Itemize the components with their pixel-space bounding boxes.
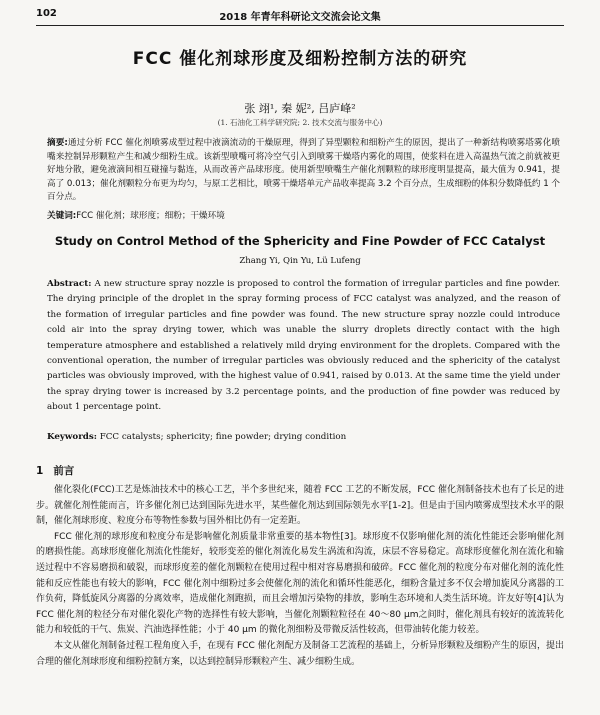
abstract-english — [47, 277, 560, 416]
page-number: 102 — [36, 8, 57, 19]
abstract-english-text: A new structure spray nozzle is proposed to control the formation of irregular particles and fine powder. The drying principle of the droplet in the spray forming process of FCC catalyst was analyzed, and the reason of the formation of irregular particles and fine powder was found. The new structure spray nozzle could introduce cold air into the spray drying tower, which was unable the slurry droplets directly contact with the high temperature atmosphere and established a relatively mild drying environment for the droplets. Compared with the conventional operation, the number of irregular particles was obviously reduced and the sphericity of the catalyst particles was obviously improved, with the highest value of 0.941, raised by 0.013. At the same time the yield under the spray drying tower is increased by 3.2 percentage points, and the production of fine powder was reduced by about 1 percentage point. — [47, 279, 560, 413]
keywords-english-text: FCC catalysts; sphericity; fine powder; drying condition — [99, 432, 347, 442]
affiliations-chinese: (1. 石油化工科学研究院; 2. 技术交流与服务中心) — [217, 118, 383, 127]
body-paragraph: FCC 催化剂的球形度和粒度分布是影响催化剂质量非常重要的基本物性[3]。球形度不仅影响催化剂的流化性能还会影响催化剂的磨损性能。高球形度催化剂流化性能好，较形变差的催化剂流化易发生涡流和沟流，床层不容易稳定。高球形度催化剂在流化和输送过程中不容易磨损和破裂，而球形度差的催化剂颗粒在使用过程中相对容易磨损和破碎。FCC 催化剂的粒度分布对催化剂的流化性能和反应性能也有较大的影响，FCC 催化剂中细粉过多会使催化剂的流化和循环性能恶化，细粉含量过多不仅会增加旋风分离器的工作负荷，降低旋风分离器的分离效率，造成催化剂跑损，而且会增加污染物的排放，影响生态环境和人类生活环境。许友好等[4]认为 FCC 催化剂的粒径分布对催化裂化产物的选择性有较大影响，当催化剂颗粒粒径在 40～80 μm之间时，催化剂具有较好的流流转化能力和较低的干气、焦炭、汽油选择性能；小于 40 μm 的微化剂细粉及带微反活性较高，但带油转化能力较差。 — [36, 531, 564, 636]
abstract-chinese-text: 通过分析 FCC 催化剂喷雾成型过程中液滴流动的干燥原理，得到了异型颗粒和细粉产生的原因，提出了一种新结构喷雾塔雾化喷嘴来控制异形颗粒产生和减少细粉生成。该新型喷嘴可将冷空气引入到喷雾干燥塔内雾化的周围，使浆料在进入高温热气流之前就被更好地分散，避免液滴间相互碰撞与黏连，从而改善产品球形度。使用新型喷嘴生产催化剂颗粒的球形度明显提高，最大值为 0.941，提高了 0.013；催化剂颗粒分布更为均匀，与原工艺相比，喷雾干燥塔单元产品收率提高 3.2 个百分点，生成细粉的体积分数降低约 1 个百分点。 — [47, 138, 560, 202]
keywords-chinese-text: FCC 催化剂；球形度；细粉；干燥环境 — [76, 211, 225, 221]
keywords-chinese — [47, 209, 560, 221]
body-paragraph: 本文从催化剂制备过程工程角度入手，在现有 FCC 催化剂配方及制备工艺流程的基础上，分析异形颗粒及细粉产生的原因，提出合理的催化剂球形度和细粉控制方案，以达到控制异形颗粒产生、减少细粉生成。 — [36, 640, 564, 667]
header-rule — [36, 25, 564, 26]
abstract-chinese-label: 摘要: — [47, 138, 68, 148]
keywords-chinese-label: 关键词: — [47, 211, 77, 221]
title-english: Study on Control Method of the Sphericity and Fine Powder of FCC Catalyst — [54, 234, 546, 248]
body-text — [36, 483, 564, 670]
journal-title: 2018 年青年科研论文交流会论文集 — [219, 12, 381, 23]
keywords-english-label: Keywords: — [47, 432, 97, 442]
abstract-english-label: Abstract: — [47, 279, 92, 289]
title-chinese: FCC 催化剂球形度及细粉控制方法的研究 — [132, 49, 468, 69]
authors-chinese: 张 翊¹, 秦 妮², 吕庐峰² — [244, 102, 356, 115]
authors-english: Zhang Yi, Qin Yu, Lü Lufeng — [239, 256, 361, 266]
abstract-chinese — [47, 137, 560, 205]
running-header — [36, 8, 564, 24]
keywords-english — [47, 432, 560, 442]
body-paragraph: 催化裂化(FCC)工艺是炼油技术中的核心工艺，半个多世纪来，随着 FCC 工艺的不断发展，FCC 催化剂制备技术也有了长足的进步。就催化剂性能而言，许多催化剂已达到国际先进水平，某些催化剂达到国际领先水平[1-2]。但是由于国内喷雾成型技术水平的限制，催化剂球形度、粒度分布等物性参数与国外相比仍有一定差距。 — [36, 485, 564, 527]
section-number: 1 — [36, 465, 44, 477]
section-heading — [36, 463, 74, 478]
section-title: 前言 — [53, 465, 75, 477]
